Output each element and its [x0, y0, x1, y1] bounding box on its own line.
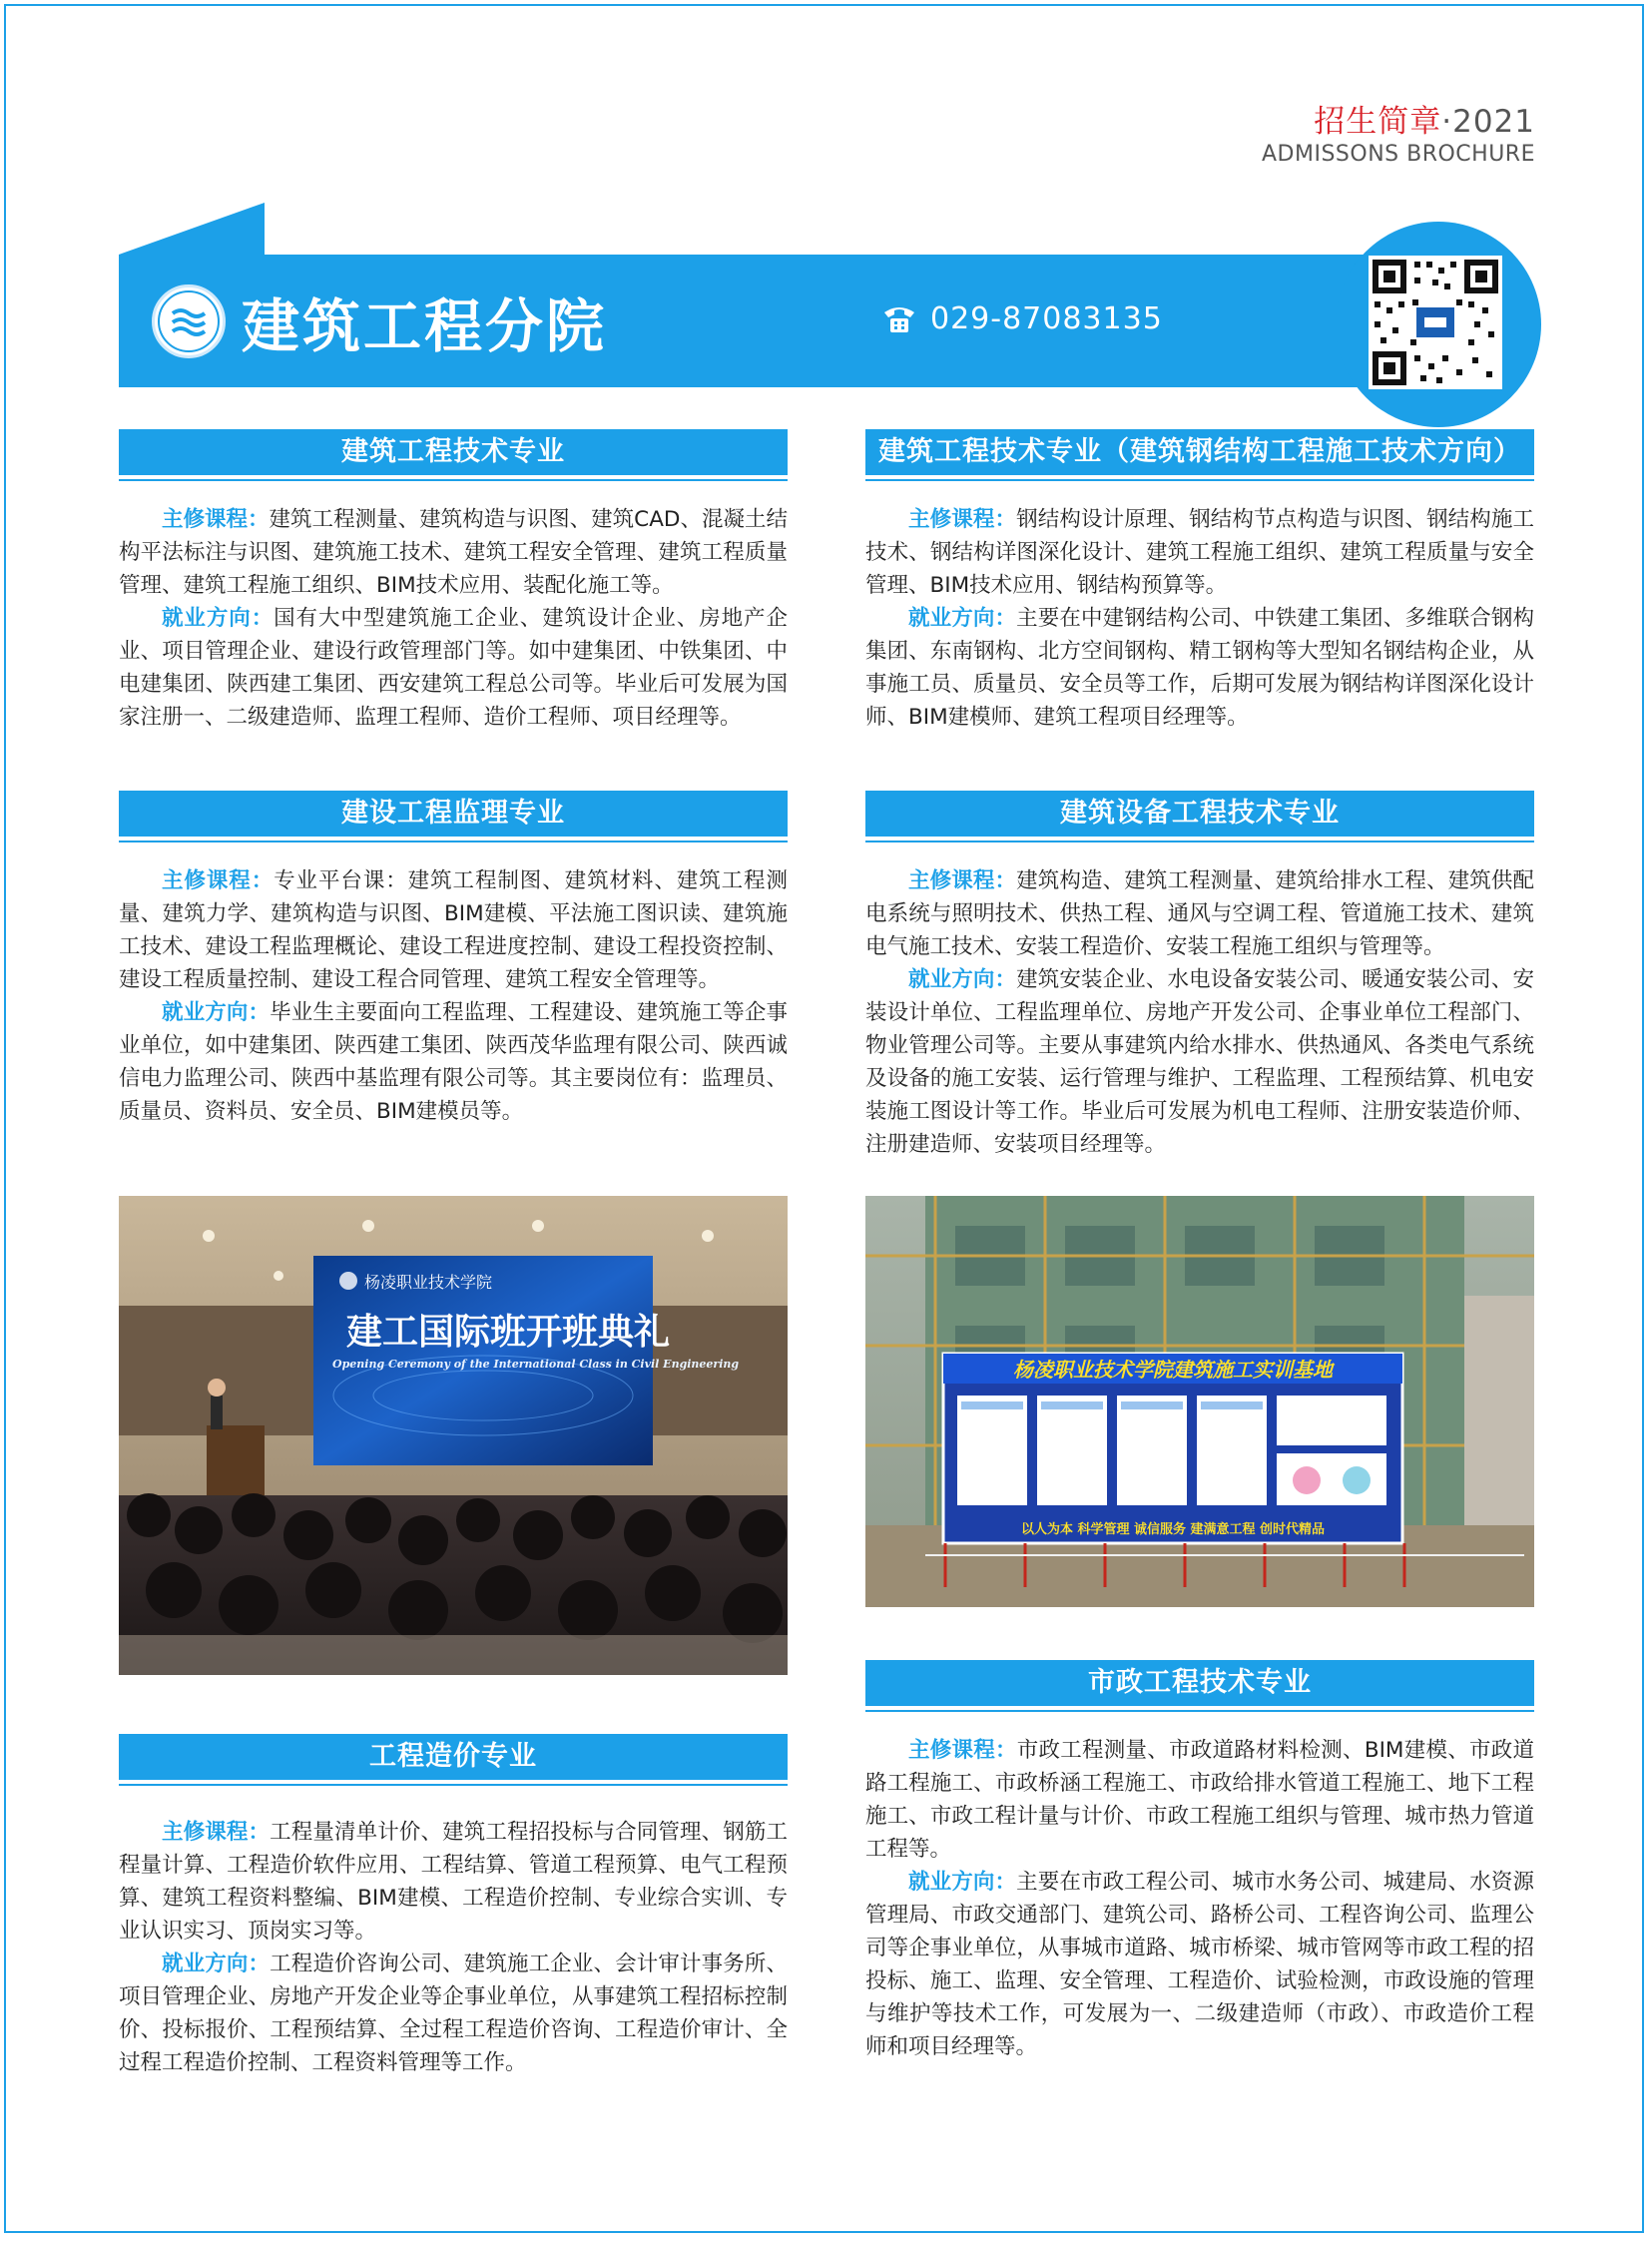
- section-building-equipment: [865, 791, 1534, 1161]
- courses-label: 主修课程：: [162, 507, 270, 532]
- careers-paragraph: [865, 1866, 1534, 2063]
- training-base-photo: [865, 1196, 1534, 1607]
- careers-text: 主要在市政工程公司、城市水务公司、城建局、水资源管理局、市政交通部门、建筑公司、路桥公司、工程咨询公司、监理公司等企事业单位，从事城市道路、城市桥梁、城市管网等市政工程的招投标、施工、监理、安全管理、工程造价、试验检测，市政设施的管理与维护等技术工作，可发展为一、二级建造师（市政）、市政造价工程师和项目经理等。: [865, 1870, 1534, 2059]
- section-supervision: [119, 791, 788, 1128]
- section-steel-structure: [865, 429, 1534, 734]
- section-divider: [865, 840, 1534, 842]
- careers-paragraph: [119, 602, 788, 734]
- banner-tab: [119, 203, 265, 255]
- phone-icon: [881, 299, 917, 335]
- courses-paragraph: [119, 1816, 788, 1948]
- careers-text: 主要在中建钢结构公司、中铁建工集团、多维联合钢构集团、东南钢构、北方空间钢构、精工钢构等大型知名钢结构企业，从事施工员、质量员、安全员等工作，后期可发展为钢结构详图深化设计师、BIM建模师、建筑工程项目经理等。: [865, 606, 1534, 730]
- courses-paragraph: [865, 864, 1534, 963]
- courses-text: 建筑构造、建筑工程测量、建筑给排水工程、建筑供配电系统与照明技术、供热工程、通风与空调工程、管道施工技术、建筑电气施工技术、安装工程造价、安装工程施工组织与管理等。: [865, 868, 1534, 959]
- section-title: 工程造价专业: [119, 1734, 788, 1780]
- careers-label: 就业方向：: [908, 606, 1017, 631]
- brand-title-cn: 招生简章: [1314, 104, 1442, 140]
- careers-label: 就业方向：: [162, 1952, 271, 1976]
- section-title: 建筑工程技术专业（建筑钢结构工程施工技术方向）: [865, 429, 1534, 475]
- section-civil-engineering: [119, 429, 788, 734]
- section-municipal-engineering: [865, 1660, 1534, 2063]
- courses-text: 钢结构设计原理、钢结构节点构造与识图、钢结构施工技术、钢结构详图深化设计、建筑工程施工组织、建筑工程质量与安全管理、BIM技术应用、钢结构预算等。: [865, 507, 1534, 598]
- section-title: 建设工程监理专业: [119, 791, 788, 837]
- brand-subtitle: ADMISSONS BROCHURE: [1261, 142, 1535, 167]
- careers-label: 就业方向：: [162, 606, 275, 631]
- college-title: 建筑工程分院: [242, 292, 608, 360]
- careers-paragraph: [119, 1948, 788, 2079]
- courses-text: 专业平台课：建筑工程制图、建筑材料、建筑工程测量、建筑力学、建筑构造与识图、BIM建模、平法施工图识读、建筑施工技术、建设工程监理概论、建设工程进度控制、建设工程投资控制、建设工程质量控制、建设工程合同管理、建筑工程安全管理等。: [119, 868, 788, 992]
- section-divider: [865, 479, 1534, 481]
- courses-label: 主修课程：: [908, 507, 1017, 532]
- careers-paragraph: [865, 602, 1534, 734]
- section-title: 市政工程技术专业: [865, 1660, 1534, 1706]
- section-title: 建筑工程技术专业: [119, 429, 788, 475]
- courses-label: 主修课程：: [908, 1738, 1017, 1763]
- brand-year: ·2021: [1441, 104, 1535, 140]
- courses-label: 主修课程：: [162, 868, 275, 893]
- training-base-slogan: 以人为本 科学管理 诚信服务 建满意工程 创时代精品: [1020, 1522, 1326, 1537]
- courses-label: 主修课程：: [162, 1820, 271, 1845]
- ceremony-title: 建工国际班开班典礼: [346, 1311, 671, 1353]
- courses-paragraph: [119, 864, 788, 996]
- courses-text: 工程量清单计价、建筑工程招投标与合同管理、钢筋工程量计算、工程造价软件应用、工程结算、管道工程预算、电气工程预算、建筑工程资料整编、BIM建模、工程造价控制、专业综合实训、专业认识实习、顶岗实习等。: [119, 1820, 788, 1944]
- section-divider: [865, 1710, 1534, 1712]
- school-logo-icon: [339, 1272, 357, 1290]
- careers-text: 工程造价咨询公司、建筑施工企业、会计审计事务所、项目管理企业、房地产开发企业等企事业单位，从事建筑工程招标控制价、投标报价、工程预结算、全过程工程造价咨询、工程造价审计、全过程工程造价控制、工程资料管理等工作。: [119, 1952, 788, 2075]
- courses-text: 建筑工程测量、建筑构造与识图、建筑CAD、混凝土结构平法标注与识图、建筑施工技术、建筑工程安全管理、建筑工程质量管理、建筑工程施工组织、BIM技术应用、装配化施工等。: [119, 507, 788, 598]
- college-logo-icon: [152, 284, 226, 358]
- careers-label: 就业方向：: [908, 1870, 1017, 1895]
- courses-paragraph: [865, 503, 1534, 602]
- section-divider: [119, 479, 788, 481]
- section-cost-engineering: [119, 1734, 788, 2079]
- courses-paragraph: [119, 503, 788, 602]
- courses-label: 主修课程：: [908, 868, 1017, 893]
- careers-text: 毕业生主要面向工程监理、工程建设、建筑施工等企事业单位，如中建集团、陕西建工集团、陕西茂华监理有限公司、陕西诚信电力监理公司、陕西中基监理有限公司等。其主要岗位有：监理员、质量员、资料员、安全员、BIM建模员等。: [119, 1000, 788, 1124]
- careers-paragraph: [119, 996, 788, 1128]
- ceremony-subtitle: Opening Ceremony of the International Class in Civil Engineering: [332, 1358, 740, 1371]
- careers-text: 建筑安装企业、水电设备安装公司、暖通安装公司、安装设计单位、工程监理单位、房地产开发公司、企事业单位工程部门、物业管理公司等。主要从事建筑内给水排水、供热通风、各类电气系统及设备的施工安装、运行管理与维护、工程监理、工程预结算、机电安装施工图设计等工作。毕业后可发展为机电工程师、注册安装造价师、注册建造师、安装项目经理等。: [865, 967, 1534, 1157]
- section-divider: [119, 840, 788, 842]
- careers-label: 就业方向：: [162, 1000, 271, 1025]
- careers-label: 就业方向：: [908, 967, 1017, 992]
- courses-paragraph: [865, 1734, 1534, 1866]
- careers-text: 国有大中型建筑施工企业、建筑设计企业、房地产企业、项目管理企业、建设行政管理部门等。如中建集团、中铁集团、中电建集团、陕西建工集团、西安建筑工程总公司等。毕业后可发展为国家注册一、二级建造师、监理工程师、造价工程师、项目经理等。: [119, 606, 788, 730]
- careers-paragraph: [865, 963, 1534, 1161]
- training-base-board-title: 杨凌职业技术学院建筑施工实训基地: [1013, 1358, 1333, 1382]
- brand-title: [1314, 96, 1535, 141]
- ceremony-school-name: 杨凌职业技术学院: [364, 1273, 493, 1292]
- qr-code-icon: [1369, 256, 1502, 389]
- section-title: 建筑设备工程技术专业: [865, 791, 1534, 837]
- section-divider: [119, 1784, 788, 1786]
- courses-text: 市政工程测量、市政道路材料检测、BIM建模、市政道路工程施工、市政桥涵工程施工、市政给排水管道工程施工、地下工程施工、市政工程计量与计价、市政工程施工组织与管理、城市热力管道工程等。: [865, 1738, 1534, 1862]
- phone-number: 029-87083135: [930, 301, 1163, 336]
- ceremony-photo: [119, 1196, 788, 1675]
